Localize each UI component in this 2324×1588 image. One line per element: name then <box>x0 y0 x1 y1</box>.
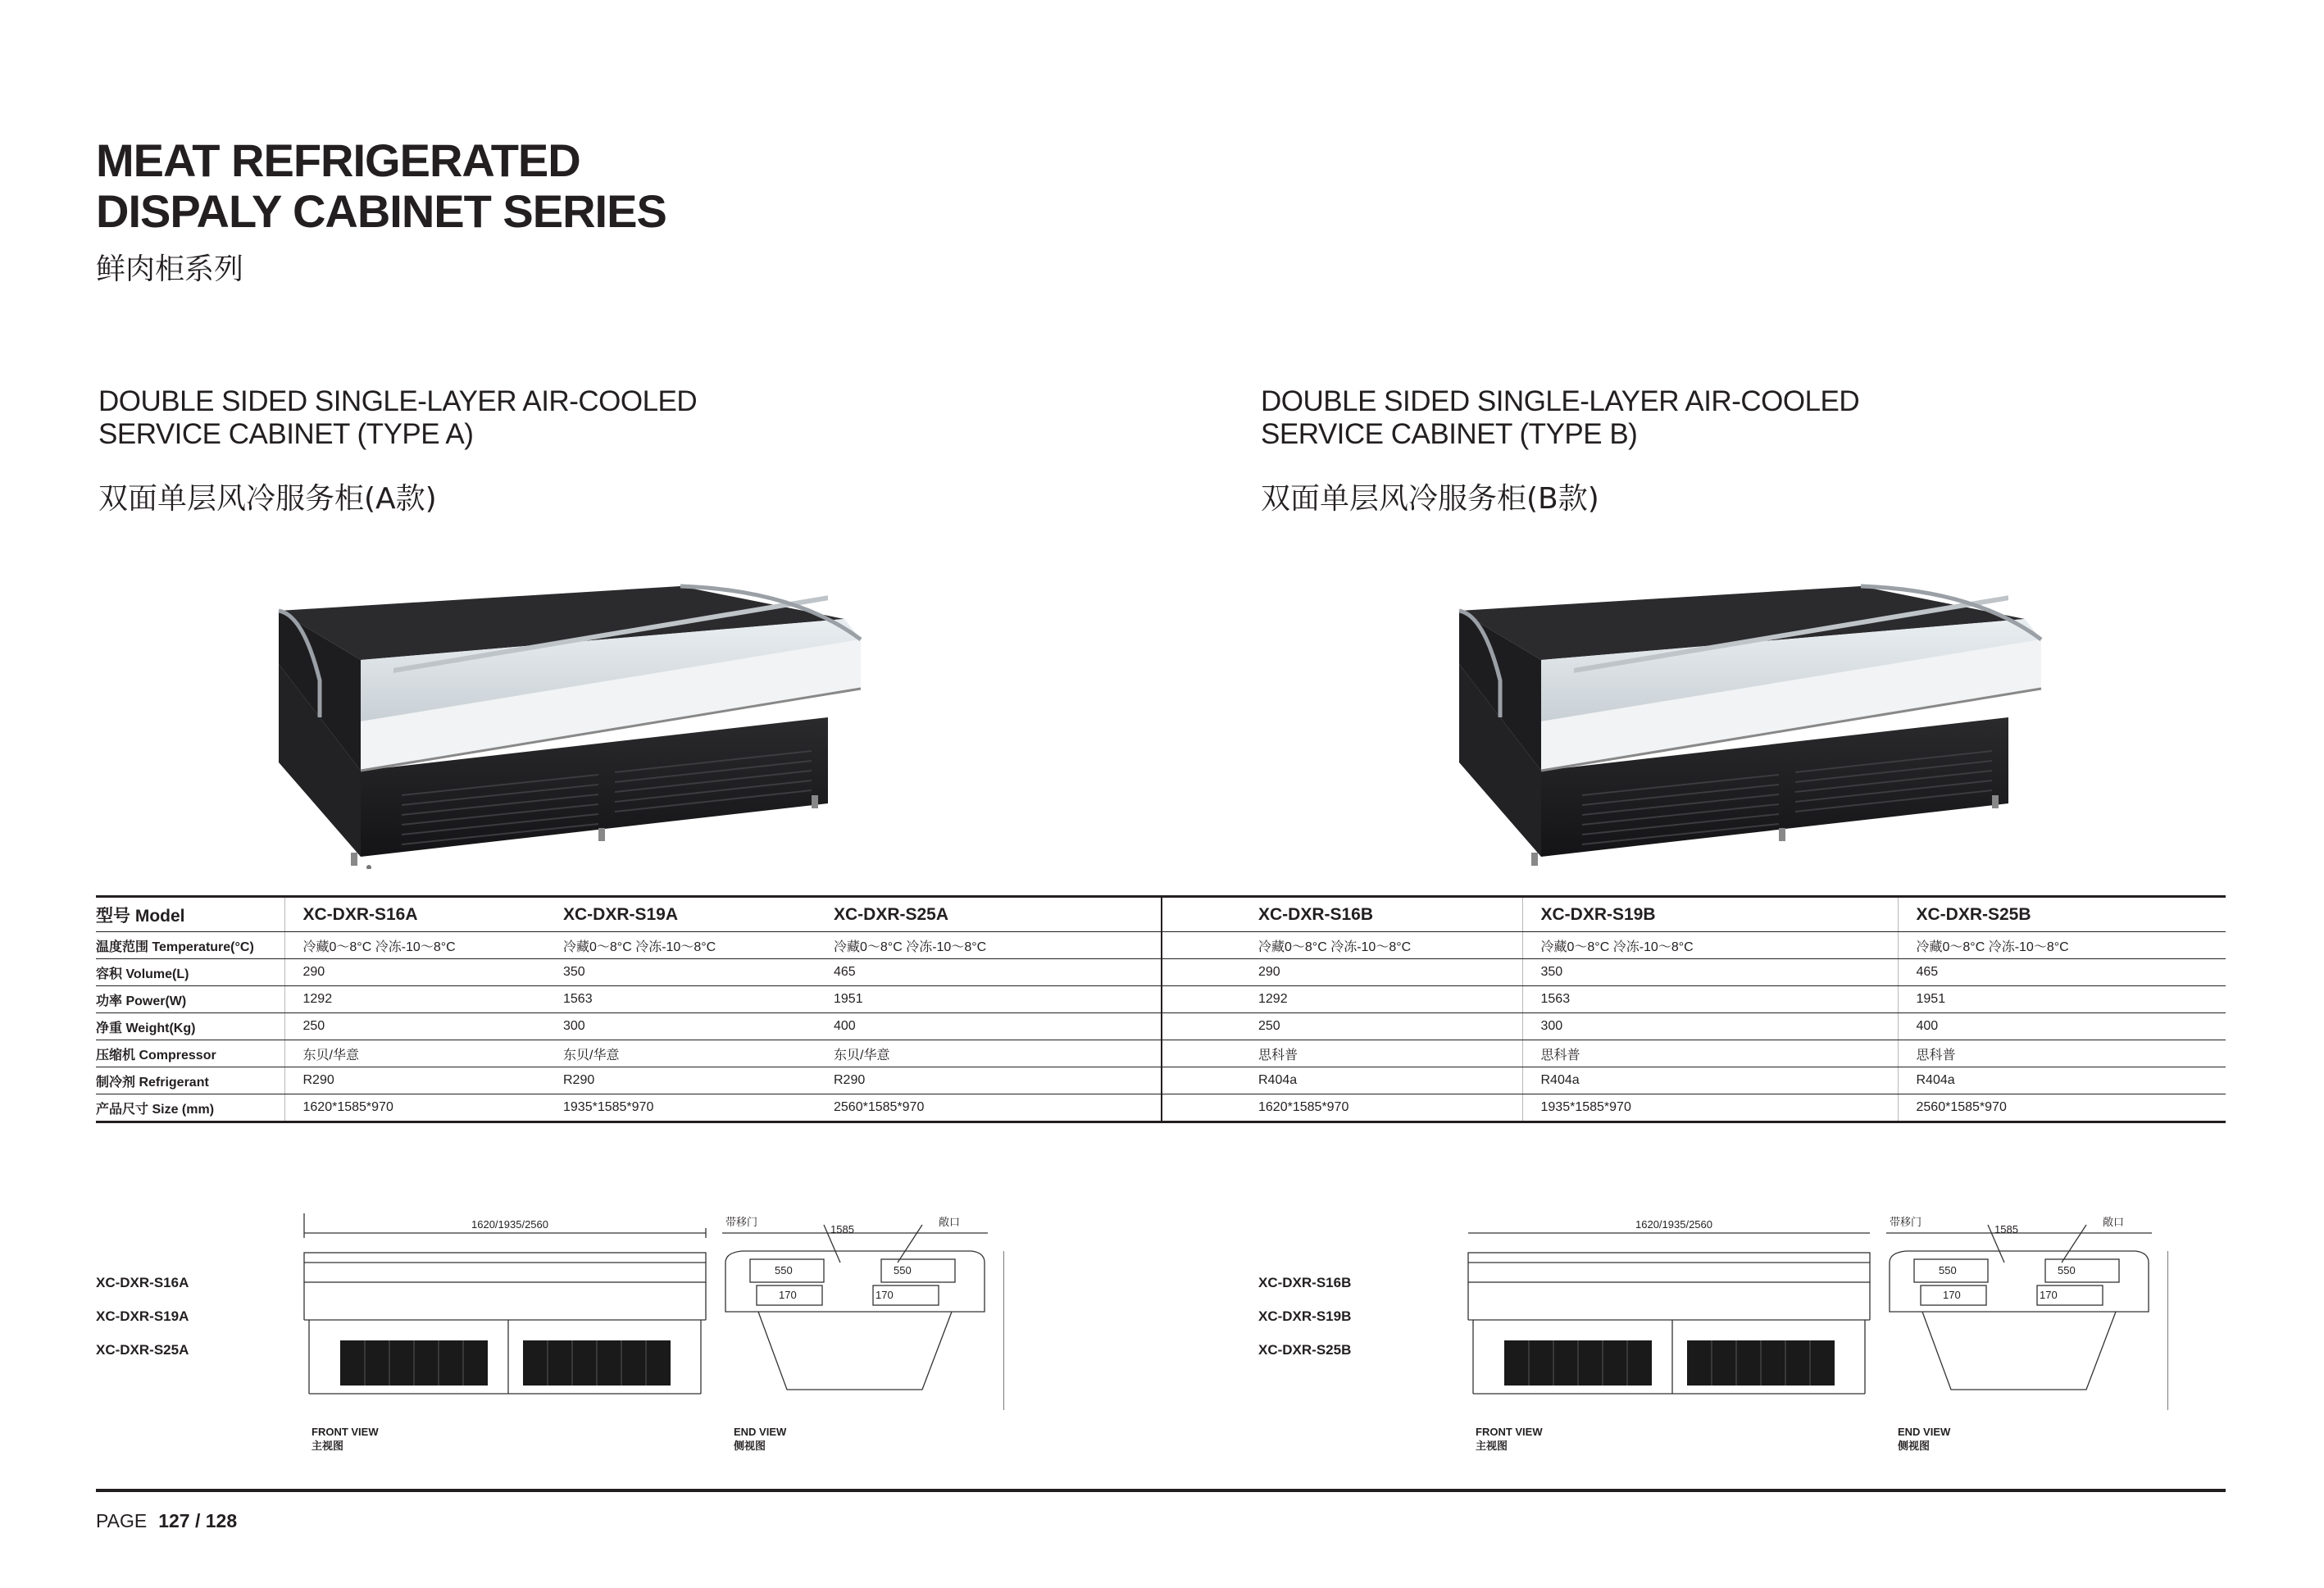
tray-height-left: 170 <box>1943 1289 1961 1301</box>
spec-label: 温度范围 Temperature(°C) <box>96 932 284 959</box>
end-view-label <box>1898 1425 1950 1453</box>
length-dimension: 1620/1935/2560 <box>471 1218 548 1231</box>
section-b-title-line2: SERVICE CABINET (TYPE B) <box>1261 418 1638 450</box>
spec-cell: R290 <box>284 1067 563 1094</box>
sliding-door-label: 带移门 <box>1890 1216 1922 1228</box>
front-view-en: FRONT VIEW <box>1476 1426 1543 1438</box>
footer-divider <box>96 1489 2226 1492</box>
spec-cell: 思科普 <box>1522 1040 1898 1067</box>
section-a-title-cn: 双面单层风冷服务柜(A款) <box>98 482 437 516</box>
section-b-heading <box>1261 385 1859 517</box>
spec-model-b2: XC-DXR-S19B <box>1522 897 1898 932</box>
spec-cell: 冷藏0～8°C 冷冻-10～8°C <box>563 932 834 959</box>
page-indicator <box>96 1510 237 1532</box>
spec-cell: 400 <box>834 1013 1162 1040</box>
spec-table-grid <box>96 895 2226 1123</box>
page-title-line1: MEAT REFRIGERATED <box>96 134 580 186</box>
tray-height-left: 170 <box>779 1289 797 1301</box>
spec-label: 功率 Power(W) <box>96 986 284 1013</box>
spec-model-b3: XC-DXR-S25B <box>1898 897 2226 932</box>
spec-label: 净重 Weight(Kg) <box>96 1013 284 1040</box>
open-label: 敞口 <box>2103 1216 2125 1228</box>
tray-width-right: 550 <box>894 1264 912 1276</box>
section-b-title-line1: DOUBLE SIDED SINGLE-LAYER AIR-COOLED <box>1261 385 1860 417</box>
spec-cell: R404a <box>1522 1067 1898 1094</box>
sliding-door-label: 带移门 <box>725 1216 758 1228</box>
spec-row-temperature <box>96 932 2226 959</box>
spec-model-b1: XC-DXR-S16B <box>1162 897 1522 932</box>
spec-cell: 冷藏0～8°C 冷冻-10～8°C <box>284 932 563 959</box>
open-label: 敞口 <box>939 1216 961 1228</box>
tray-width-left: 550 <box>775 1264 793 1276</box>
section-a-heading <box>98 385 697 517</box>
front-view-en: FRONT VIEW <box>312 1426 379 1438</box>
section-a-title-line1: DOUBLE SIDED SINGLE-LAYER AIR-COOLED <box>98 385 698 417</box>
section-b-title-cn: 双面单层风冷服务柜(B款) <box>1261 482 1599 516</box>
spec-cell: 1951 <box>834 986 1162 1013</box>
end-view-en: END VIEW <box>1898 1426 1951 1438</box>
spec-cell: 东贝/华意 <box>563 1040 834 1067</box>
spec-row-size <box>96 1094 2226 1122</box>
spec-cell: 冷藏0～8°C 冷冻-10～8°C <box>1522 932 1898 959</box>
page-subtitle-cn: 鲜肉柜系列 <box>96 253 244 286</box>
spec-label: 制冷剂 Refrigerant <box>96 1067 284 1094</box>
spec-cell: 东贝/华意 <box>284 1040 563 1067</box>
spec-row-compressor <box>96 1040 2226 1067</box>
spec-cell: 冷藏0～8°C 冷冻-10～8°C <box>834 932 1162 959</box>
spec-cell: 思科普 <box>1898 1040 2226 1067</box>
front-view-cn: 主视图 <box>1476 1440 1508 1452</box>
spec-row-refrigerant <box>96 1067 2226 1094</box>
depth-dimension: 1585 <box>830 1223 854 1235</box>
page-title <box>96 135 666 237</box>
spec-cell: 1935*1585*970 <box>563 1094 834 1122</box>
drawing-model-label: XC-DXR-S25A <box>96 1342 189 1358</box>
spec-model-a1: XC-DXR-S16A <box>284 897 563 932</box>
front-view-label <box>1476 1425 1543 1453</box>
spec-cell: R404a <box>1162 1067 1522 1094</box>
spec-cell: 思科普 <box>1162 1040 1522 1067</box>
front-view-cn: 主视图 <box>312 1440 344 1452</box>
drawing-b-models <box>1258 1275 1351 1358</box>
spec-row-volume <box>96 959 2226 986</box>
spec-cell: 2560*1585*970 <box>834 1094 1162 1122</box>
end-view-cn: 侧视图 <box>734 1440 766 1452</box>
spec-cell: 350 <box>1522 959 1898 986</box>
spec-label: 容积 Volume(L) <box>96 959 284 986</box>
length-dimension: 1620/1935/2560 <box>1635 1218 1712 1231</box>
tray-width-left: 550 <box>1939 1264 1957 1276</box>
spec-header-row <box>96 897 2226 932</box>
page-label: PAGE <box>96 1510 148 1531</box>
spec-row-weight <box>96 1013 2226 1040</box>
drawing-model-label: XC-DXR-S19B <box>1258 1308 1352 1324</box>
spec-cell: 465 <box>834 959 1162 986</box>
front-view-label <box>312 1425 379 1453</box>
page-title-line2: DISPALY CABINET SERIES <box>96 185 666 237</box>
spec-cell: 250 <box>1162 1013 1522 1040</box>
drawing-model-label: XC-DXR-S16B <box>1258 1275 1352 1290</box>
tray-height-right: 170 <box>2040 1289 2058 1301</box>
spec-cell: 1563 <box>563 986 834 1013</box>
spec-cell: 1935*1585*970 <box>1522 1094 1898 1122</box>
drawing-b-lines <box>1463 1213 2168 1418</box>
spec-cell: R290 <box>563 1067 834 1094</box>
spec-cell: R290 <box>834 1067 1162 1094</box>
drawing-a-models <box>96 1275 189 1358</box>
drawing-model-label: XC-DXR-S16A <box>96 1275 189 1290</box>
tray-height-right: 170 <box>875 1289 894 1301</box>
product-photo-a <box>271 566 877 869</box>
spec-cell: 300 <box>1522 1013 1898 1040</box>
spec-model-a2: XC-DXR-S19A <box>563 897 834 932</box>
spec-cell: 1951 <box>1898 986 2226 1013</box>
drawing-model-label: XC-DXR-S19A <box>96 1308 189 1324</box>
spec-cell: 1563 <box>1522 986 1898 1013</box>
spec-cell: R404a <box>1898 1067 2226 1094</box>
drawing-model-label: XC-DXR-S25B <box>1258 1342 1352 1358</box>
spec-cell: 东贝/华意 <box>834 1040 1162 1067</box>
spec-cell: 冷藏0～8°C 冷冻-10～8°C <box>1162 932 1522 959</box>
section-a-title-line2: SERVICE CABINET (TYPE A) <box>98 418 474 450</box>
spec-cell: 400 <box>1898 1013 2226 1040</box>
spec-model-header: 型号 Model <box>96 897 284 932</box>
end-view-cn: 侧视图 <box>1898 1440 1931 1452</box>
spec-model-a3: XC-DXR-S25A <box>834 897 1162 932</box>
end-view-en: END VIEW <box>734 1426 787 1438</box>
spec-cell: 250 <box>284 1013 563 1040</box>
spec-label: 压缩机 Compressor <box>96 1040 284 1067</box>
page-number: 127 / 128 <box>158 1510 238 1531</box>
spec-label: 产品尺寸 Size (mm) <box>96 1094 284 1122</box>
spec-cell: 1292 <box>284 986 563 1013</box>
technical-drawing-b <box>1463 1213 2168 1459</box>
technical-drawing-a <box>299 1213 1004 1459</box>
spec-cell: 290 <box>1162 959 1522 986</box>
drawing-a-lines <box>299 1213 1004 1418</box>
spec-row-power <box>96 986 2226 1013</box>
spec-cell: 2560*1585*970 <box>1898 1094 2226 1122</box>
spec-cell: 1620*1585*970 <box>1162 1094 1522 1122</box>
spec-cell: 1292 <box>1162 986 1522 1013</box>
spec-cell: 冷藏0～8°C 冷冻-10～8°C <box>1898 932 2226 959</box>
spec-table <box>96 895 2226 1123</box>
spec-cell: 1620*1585*970 <box>284 1094 563 1122</box>
spec-cell: 300 <box>563 1013 834 1040</box>
product-photo-b <box>1451 566 2058 869</box>
spec-cell: 290 <box>284 959 563 986</box>
spec-cell: 465 <box>1898 959 2226 986</box>
depth-dimension: 1585 <box>1994 1223 2018 1235</box>
end-view-label <box>734 1425 786 1453</box>
tray-width-right: 550 <box>2058 1264 2076 1276</box>
spec-cell: 350 <box>563 959 834 986</box>
